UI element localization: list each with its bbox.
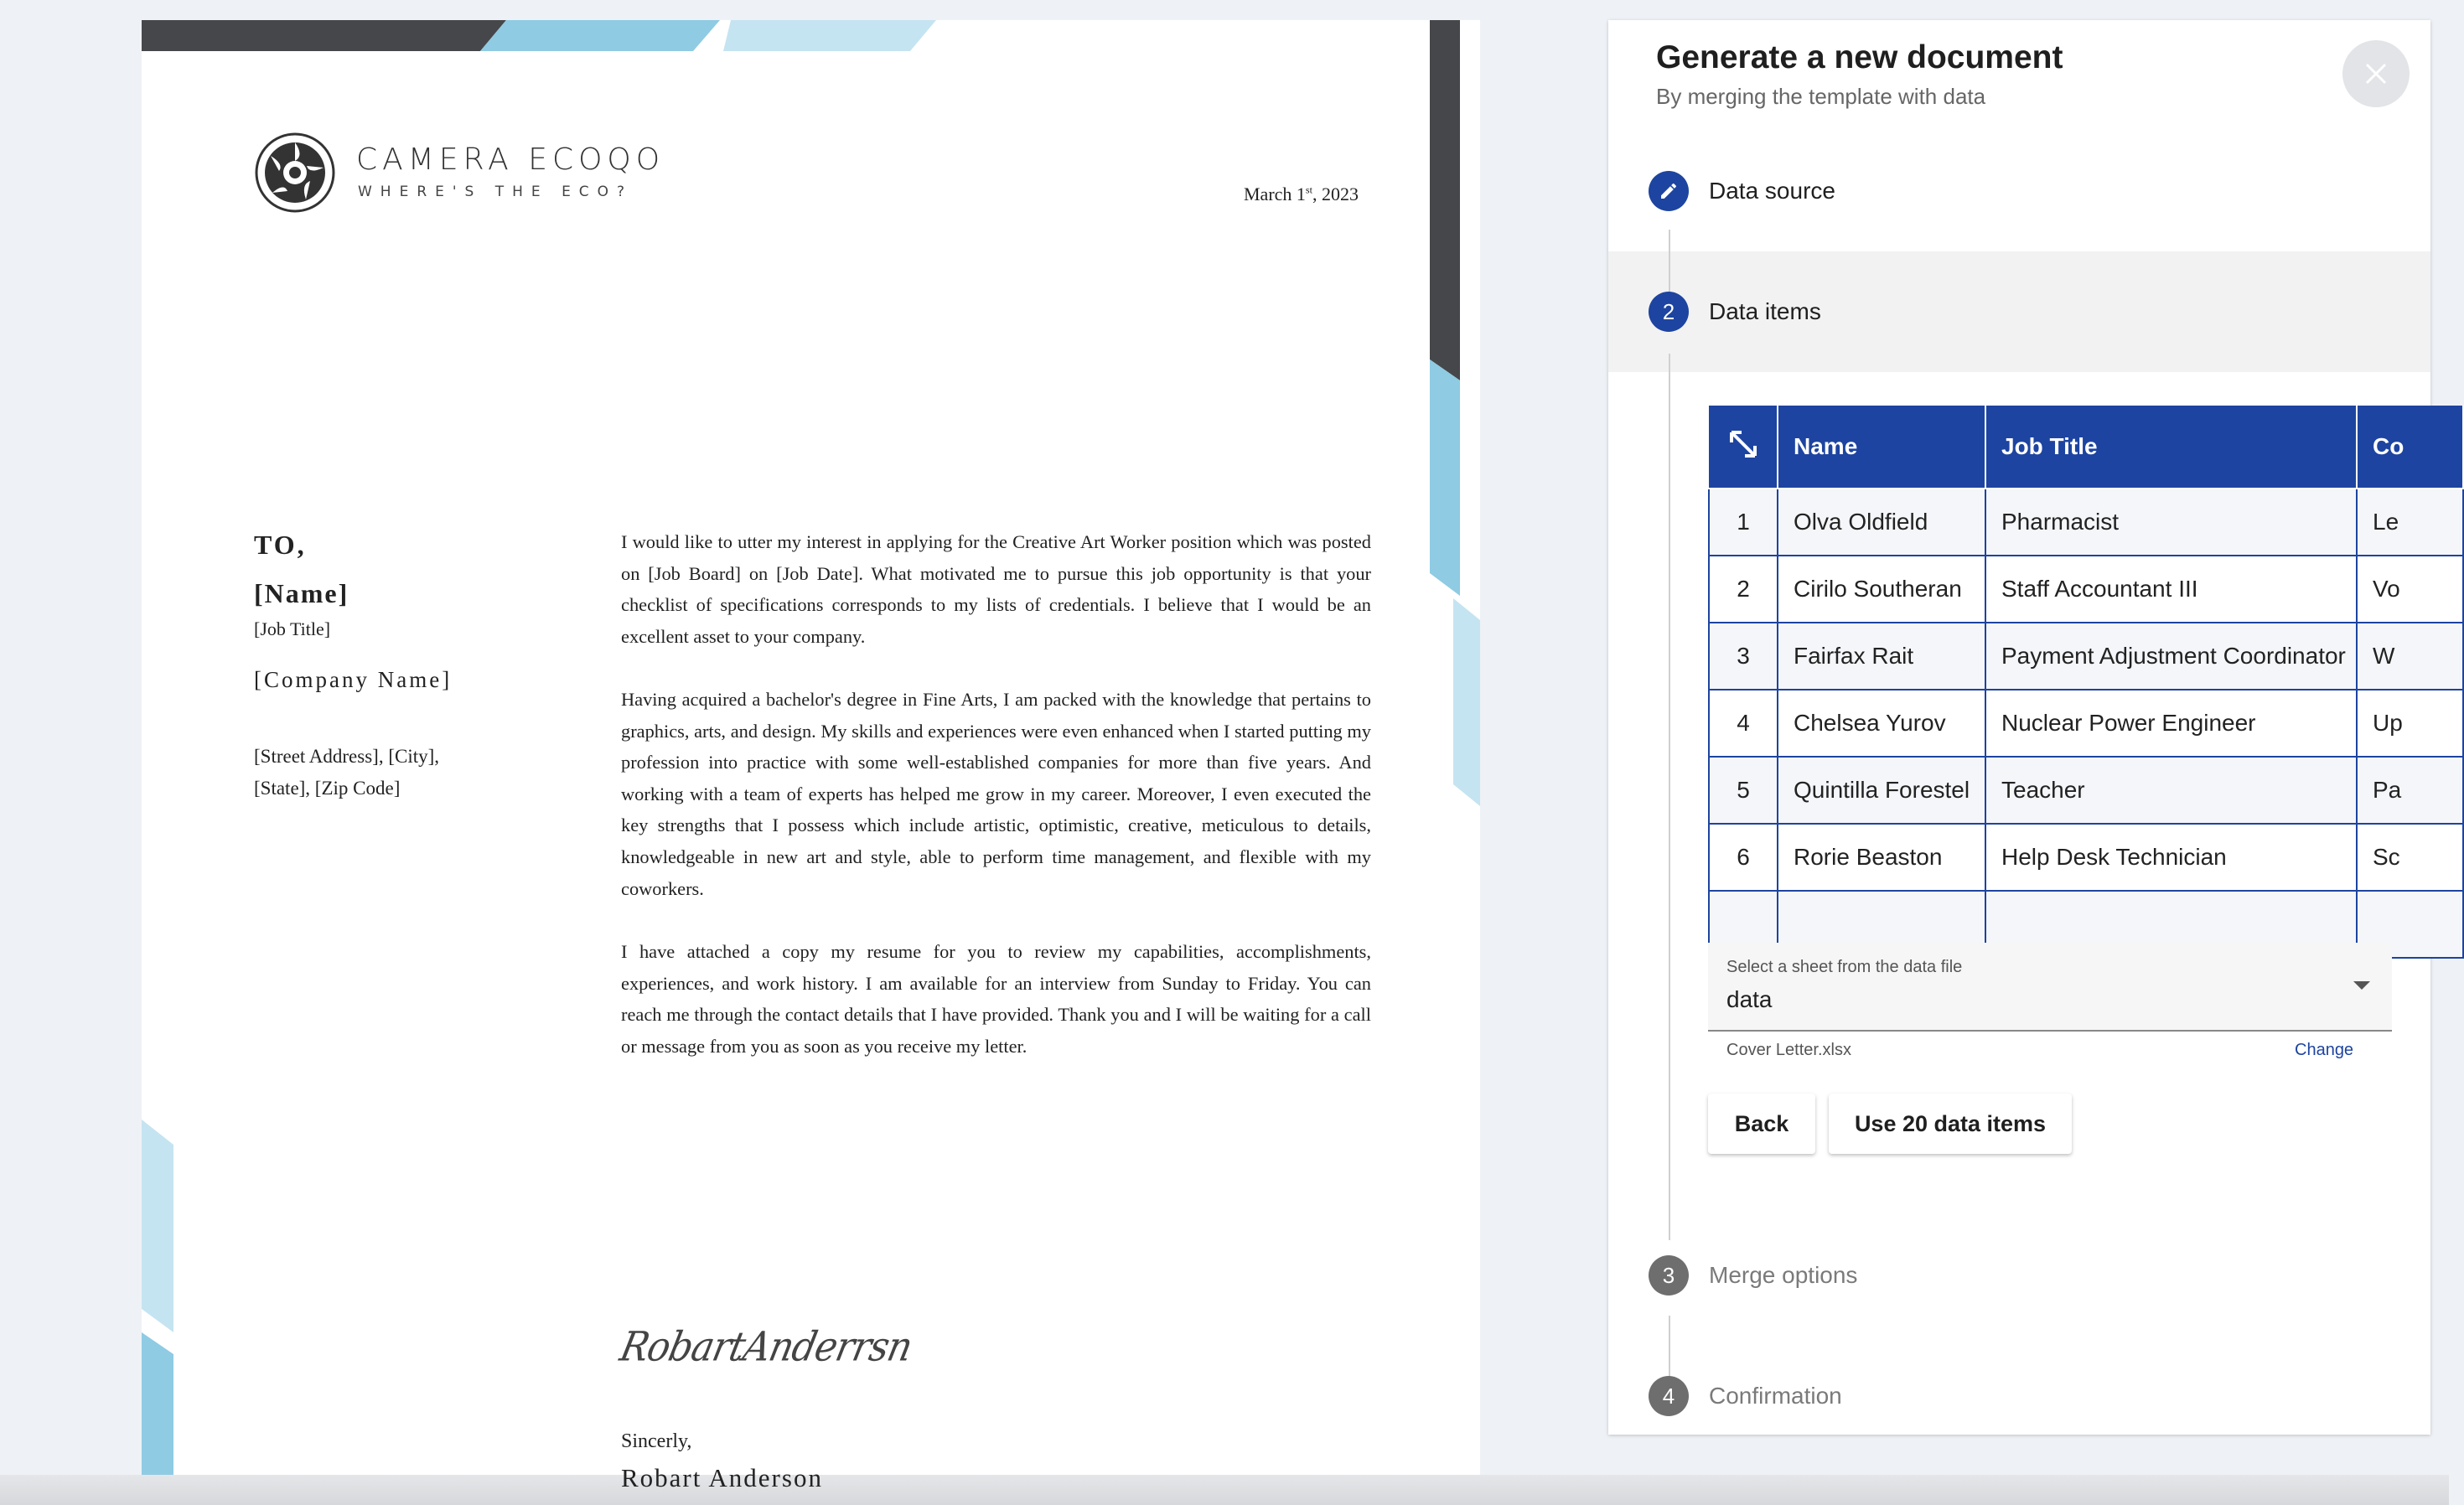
signature: RobartAnderrsn <box>616 1323 917 1371</box>
step-3-indicator[interactable]: 3 <box>1649 1255 1689 1296</box>
generate-document-dialog <box>1608 20 2430 1435</box>
cell-name: Rorie Beaston <box>1778 824 1985 891</box>
cell-name: Fairfax Rait <box>1778 623 1985 690</box>
cell-name: Quintilla Forestel <box>1778 757 1985 824</box>
sheet-select-value: data <box>1726 986 1773 1012</box>
stepper-connector <box>1669 354 1670 1240</box>
cell-company: Vo <box>2357 556 2463 623</box>
back-button[interactable]: Back <box>1708 1094 1815 1154</box>
table-row[interactable] <box>1709 489 2463 556</box>
right-blue-bar <box>1430 359 1460 596</box>
recipient-address-line2: [State], [Zip Code] <box>254 778 401 799</box>
right-pale-bar <box>1453 598 1480 806</box>
table-row[interactable] <box>1709 824 2463 891</box>
row-number: 1 <box>1709 489 1778 556</box>
dropdown-arrow-icon <box>2352 980 2372 991</box>
recipient-name: [Name] <box>254 578 349 608</box>
letter-date <box>1244 184 1359 205</box>
cell-company: Sc <box>2357 824 2463 891</box>
row-number: 6 <box>1709 824 1778 891</box>
step-merge-options[interactable]: Merge options <box>1709 1262 1858 1288</box>
recipient-to: TO, <box>254 530 307 560</box>
camera-aperture-logo-icon <box>254 131 336 215</box>
right-dark-bar <box>1430 20 1460 380</box>
date-day: March 1 <box>1244 184 1306 204</box>
dialog-title: Generate a new document <box>1656 39 2063 75</box>
table-header-row <box>1709 406 2463 489</box>
left-blue-bar <box>142 1332 173 1475</box>
top-blue-bar <box>480 20 720 51</box>
table-row[interactable] <box>1709 623 2463 690</box>
letter-paragraph: I would like to utter my interest in applying for the Creative Art Worker position which was posted on [Job Board] on [Job Date]. What motivated me to pursue this job opportunity is that your checklist of specifications corresponds to my lists of credentials. I believe that I would be an excellent asset to your company. <box>621 531 1371 647</box>
company-logo-name: CAMERA ECOQO <box>356 142 665 177</box>
row-number: 3 <box>1709 623 1778 690</box>
sheet-select-label: Select a sheet from the data file <box>1726 958 1963 976</box>
close-icon <box>2363 61 2389 86</box>
table-row[interactable] <box>1709 690 2463 757</box>
data-file-name: Cover Letter.xlsx <box>1726 1041 1851 1059</box>
pencil-icon <box>1659 181 1679 201</box>
step-4-indicator[interactable]: 4 <box>1649 1376 1689 1416</box>
table-row[interactable] <box>1709 757 2463 824</box>
cell-name: Cirilo Southeran <box>1778 556 1985 623</box>
cell-job-title: Staff Accountant III <box>1985 556 2357 623</box>
table-row[interactable] <box>1709 556 2463 623</box>
column-header-job-title[interactable]: Job Title <box>1985 406 2357 489</box>
recipient-company: [Company Name] <box>254 667 453 692</box>
close-button[interactable] <box>2342 40 2410 107</box>
cell-job-title: Payment Adjustment Coordinator <box>1985 623 2357 690</box>
letter-paragraph: Having acquired a bachelor's degree in Fine Arts, I am packed with the knowledge that pertains to graphics, arts, and design. My skills and experiences were even enhanced when I started putting my profession into practice with some well-established companies for more than five years. And working with a team of experts has helped me grow in my career. Moreover, I even executed the key strengths that I possess which include artistic, optimistic, creative, meticulous to details, knowledgeable in new art and style, able to perform time management, and flexible with my coworkers. <box>621 689 1371 899</box>
cell-job-title: Pharmacist <box>1985 489 2357 556</box>
left-pale-bar <box>142 1120 173 1332</box>
sheet-select[interactable] <box>1708 943 2392 1032</box>
cell-job-title: Nuclear Power Engineer <box>1985 690 2357 757</box>
dialog-subtitle: By merging the template with data <box>1656 84 1986 109</box>
step-confirmation[interactable]: Confirmation <box>1709 1383 1842 1409</box>
sender-name: Robart Anderson <box>621 1463 823 1492</box>
top-pale-bar <box>723 20 936 51</box>
document-page <box>142 20 1480 1492</box>
expand-table-button[interactable] <box>1709 406 1778 489</box>
recipient-job-title: [Job Title] <box>254 618 331 639</box>
row-number: 5 <box>1709 757 1778 824</box>
data-items-table[interactable] <box>1708 406 2404 927</box>
column-header-company[interactable]: Co <box>2357 406 2463 489</box>
change-file-link[interactable]: Change <box>2295 1041 2354 1059</box>
row-number: 4 <box>1709 690 1778 757</box>
letter-paragraph: I have attached a copy my resume for you to review my capabilities, accomplishments, experiences, and work history. I am available for an interview from Sunday to Friday. You can reach me through the contact details that I have provided. Thank you and I will be waiting for a call or message from you as soon as you receive my letter. <box>621 941 1371 1057</box>
cell-company: W <box>2357 623 2463 690</box>
step-data-items[interactable]: Data items <box>1709 298 1821 324</box>
bottom-strip <box>0 1475 2449 1505</box>
column-header-name[interactable]: Name <box>1778 406 1985 489</box>
date-suffix: st <box>1305 184 1312 196</box>
step-1-indicator[interactable] <box>1649 171 1689 211</box>
cell-name: Olva Oldfield <box>1778 489 1985 556</box>
cell-name: Chelsea Yurov <box>1778 690 1985 757</box>
use-data-items-button[interactable]: Use 20 data items <box>1829 1094 2072 1154</box>
stepper-connector <box>1669 230 1670 300</box>
letter-closing: Sincerly, <box>621 1430 692 1452</box>
step-2-indicator[interactable]: 2 <box>1649 292 1689 332</box>
date-year: , 2023 <box>1312 184 1359 204</box>
cell-company: Pa <box>2357 757 2463 824</box>
cell-job-title: Teacher <box>1985 757 2357 824</box>
top-dark-bar <box>142 20 506 51</box>
cell-company: Up <box>2357 690 2463 757</box>
cell-job-title: Help Desk Technician <box>1985 824 2357 891</box>
recipient-address-line1: [Street Address], [City], <box>254 746 440 767</box>
row-number: 2 <box>1709 556 1778 623</box>
company-tagline: WHERE'S THE ECO? <box>358 184 634 200</box>
cell-company: Le <box>2357 489 2463 556</box>
expand-icon <box>1725 426 1762 463</box>
step-data-source[interactable]: Data source <box>1709 178 1835 204</box>
